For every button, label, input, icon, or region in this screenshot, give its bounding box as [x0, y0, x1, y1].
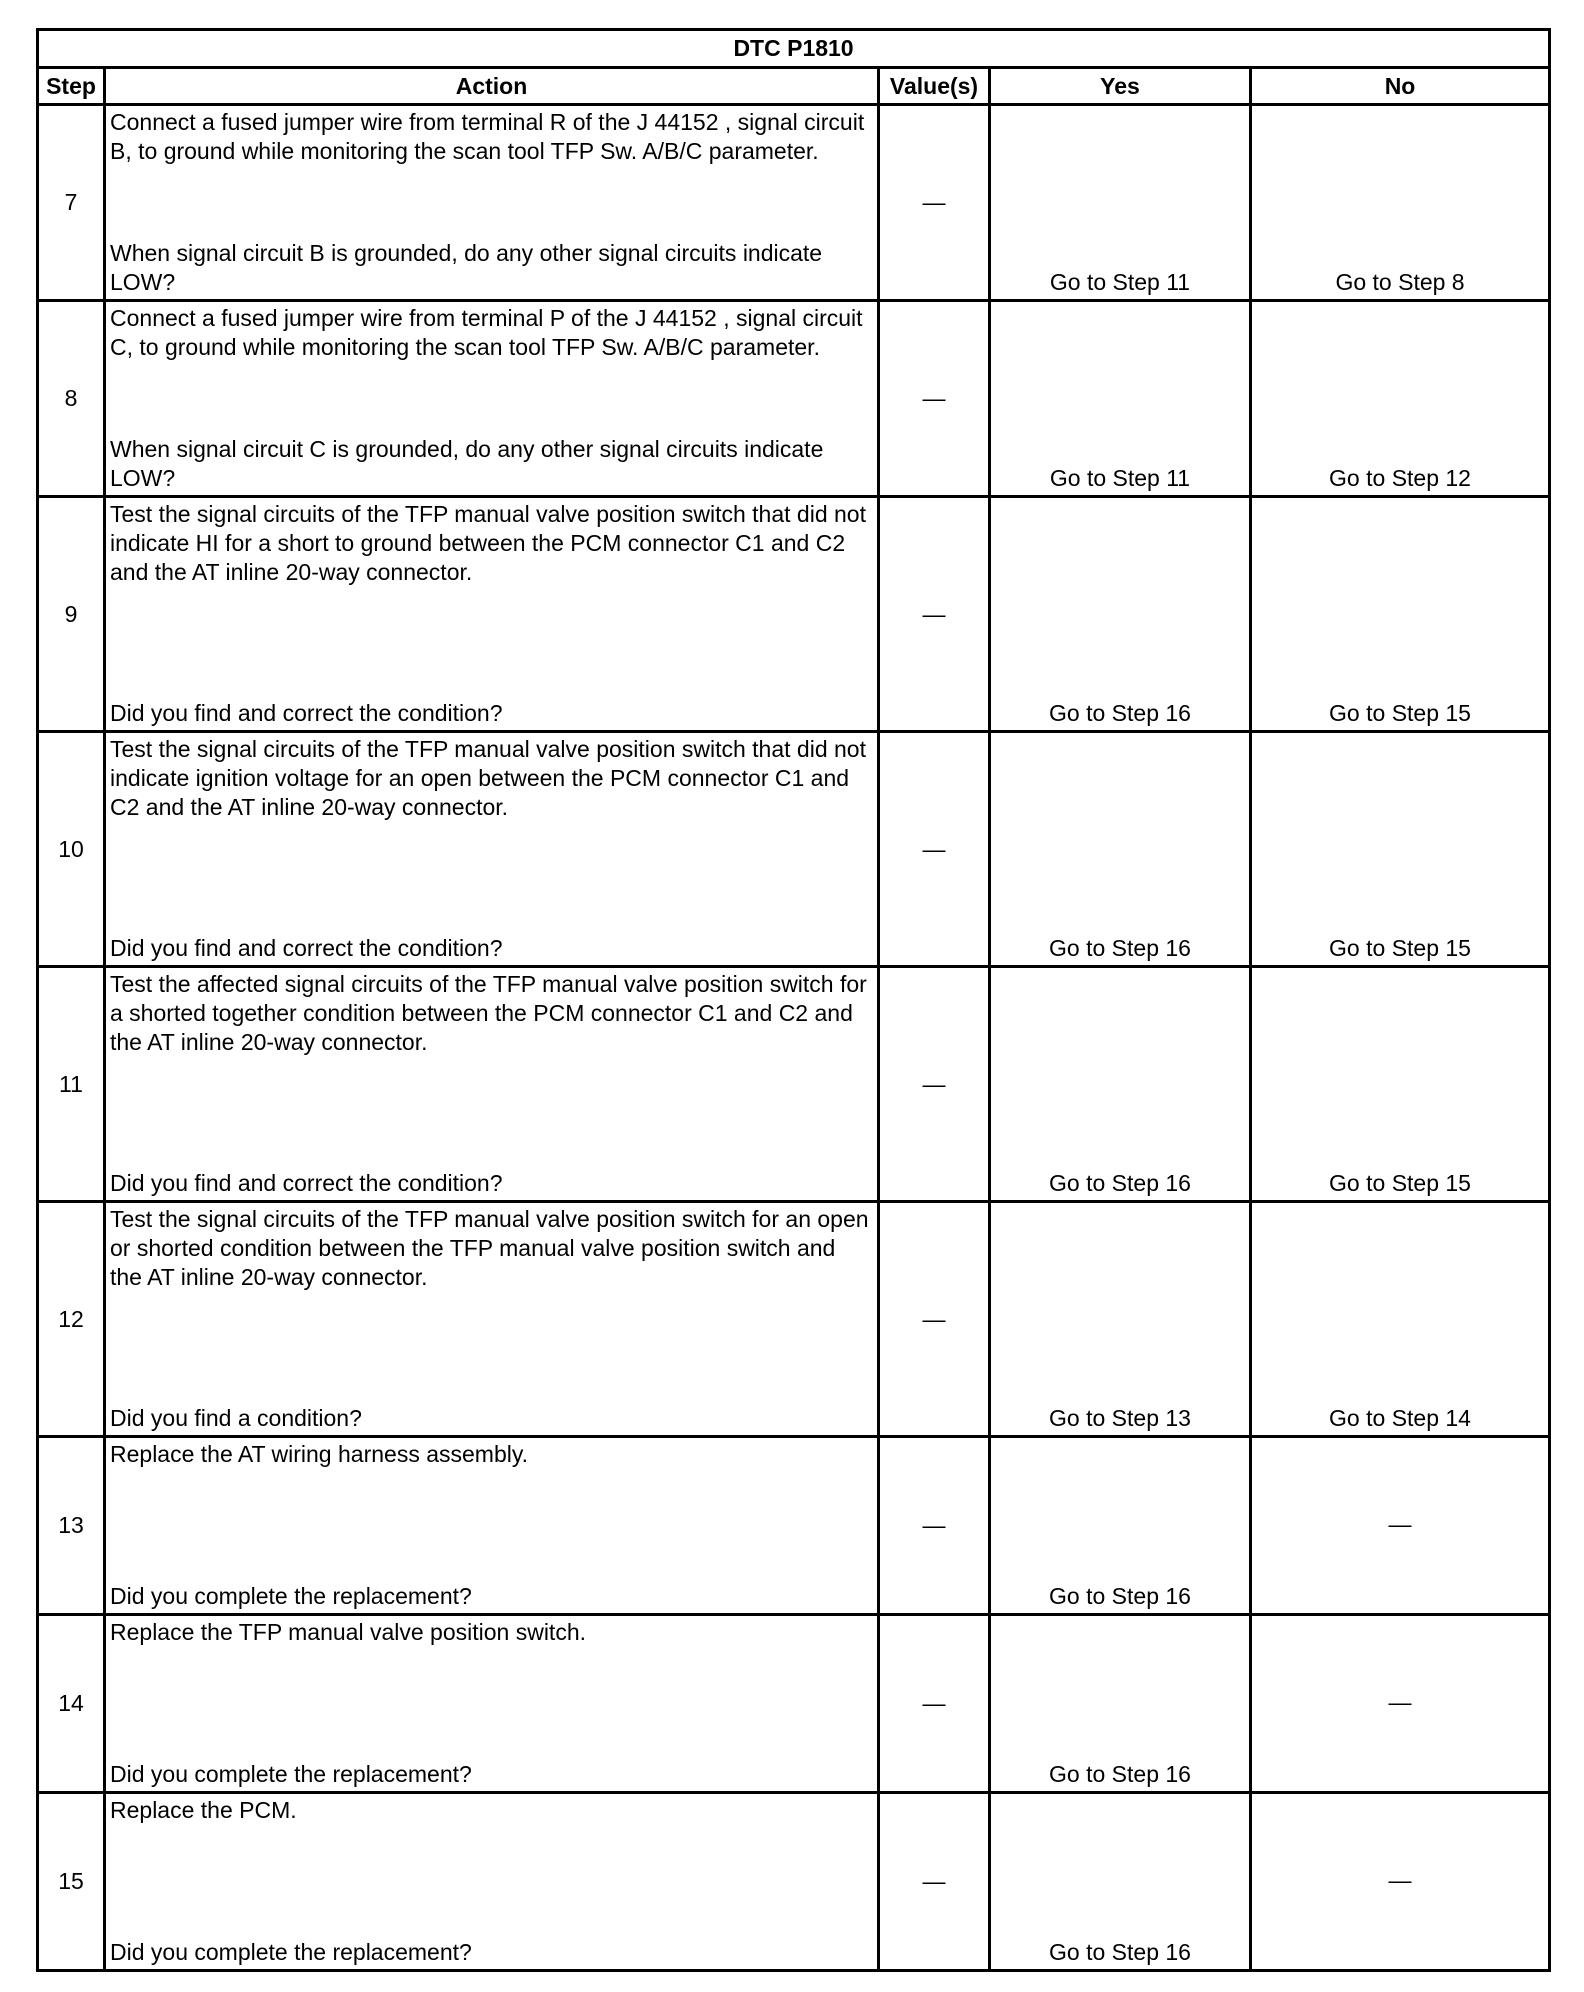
step-number: 10	[38, 732, 105, 967]
action-cell	[105, 1437, 879, 1615]
action-text: Replace the TFP manual valve position switch.	[110, 1619, 587, 1645]
no-cell: —	[1251, 1793, 1550, 1971]
step-number: 9	[38, 497, 105, 732]
yes-cell: Go to Step 16	[990, 732, 1251, 967]
step-number: 13	[38, 1437, 105, 1615]
table-row	[38, 497, 1550, 732]
value-cell: —	[879, 1437, 990, 1615]
yes-cell: Go to Step 16	[990, 1615, 1251, 1793]
action-cell	[105, 1793, 879, 1971]
action-question: When signal circuit C is grounded, do any other signal circuits indicate LOW?	[110, 436, 824, 491]
step-number: 11	[38, 967, 105, 1202]
action-text: Test the signal circuits of the TFP manual valve position switch for an open or shorted condition between the TFP manual valve position switch and the AT inline 20-way connector.	[110, 1206, 869, 1290]
value-cell: —	[879, 105, 990, 301]
action-text: Connect a fused jumper wire from terminal R of the J 44152 , signal circuit B, to ground while monitoring the scan tool TFP Sw. A/B/C parameter.	[110, 109, 865, 164]
action-question: Did you complete the replacement?	[110, 1939, 472, 1965]
table-row	[38, 105, 1550, 301]
step-number: 8	[38, 301, 105, 497]
value-cell: —	[879, 1793, 990, 1971]
action-text: Replace the PCM.	[110, 1797, 297, 1823]
value-cell: —	[879, 967, 990, 1202]
table-row	[38, 301, 1550, 497]
header-step: Step	[38, 68, 105, 105]
action-question: Did you find and correct the condition?	[110, 935, 503, 961]
action-question: Did you find and correct the condition?	[110, 1170, 503, 1196]
value-cell: —	[879, 497, 990, 732]
action-question: Did you find a condition?	[110, 1405, 362, 1431]
header-row	[38, 68, 1550, 105]
table-row	[38, 1202, 1550, 1437]
yes-cell: Go to Step 16	[990, 497, 1251, 732]
header-no: No	[1251, 68, 1550, 105]
no-cell: —	[1251, 1615, 1550, 1793]
action-cell	[105, 497, 879, 732]
action-text: Connect a fused jumper wire from terminal P of the J 44152 , signal circuit C, to ground while monitoring the scan tool TFP Sw. A/B/C parameter.	[110, 305, 863, 360]
table-row	[38, 1793, 1550, 1971]
yes-cell: Go to Step 16	[990, 1793, 1251, 1971]
no-cell: Go to Step 15	[1251, 497, 1550, 732]
value-cell: —	[879, 1202, 990, 1437]
title-row	[38, 30, 1550, 68]
action-question: When signal circuit B is grounded, do any other signal circuits indicate LOW?	[110, 240, 823, 295]
table-title: DTC P1810	[38, 30, 1550, 68]
value-cell: —	[879, 301, 990, 497]
no-cell: Go to Step 8	[1251, 105, 1550, 301]
table-row	[38, 1615, 1550, 1793]
no-cell: Go to Step 14	[1251, 1202, 1550, 1437]
header-values: Value(s)	[879, 68, 990, 105]
action-cell	[105, 1202, 879, 1437]
action-cell	[105, 105, 879, 301]
action-question: Did you complete the replacement?	[110, 1583, 472, 1609]
yes-cell: Go to Step 13	[990, 1202, 1251, 1437]
no-cell: Go to Step 15	[1251, 732, 1550, 967]
yes-cell: Go to Step 16	[990, 967, 1251, 1202]
table-row	[38, 967, 1550, 1202]
value-cell: —	[879, 1615, 990, 1793]
header-yes: Yes	[990, 68, 1251, 105]
step-number: 14	[38, 1615, 105, 1793]
value-cell: —	[879, 732, 990, 967]
yes-cell: Go to Step 11	[990, 105, 1251, 301]
header-action: Action	[105, 68, 879, 105]
yes-cell: Go to Step 16	[990, 1437, 1251, 1615]
action-question: Did you find and correct the condition?	[110, 700, 503, 726]
step-number: 7	[38, 105, 105, 301]
no-cell: —	[1251, 1437, 1550, 1615]
action-cell	[105, 732, 879, 967]
action-text: Test the signal circuits of the TFP manual valve position switch that did not indicate HI for a short to ground between the PCM connector C1 and C2 and the AT inline 20-way connector.	[110, 501, 866, 585]
diagnostic-table	[36, 28, 1551, 1972]
action-text: Replace the AT wiring harness assembly.	[110, 1441, 529, 1467]
no-cell: Go to Step 12	[1251, 301, 1550, 497]
action-question: Did you complete the replacement?	[110, 1761, 472, 1787]
action-text: Test the affected signal circuits of the TFP manual valve position switch for a shorted together condition between the PCM connector C1 and C2 and the AT inline 20-way connector.	[110, 971, 867, 1055]
yes-cell: Go to Step 11	[990, 301, 1251, 497]
table-row	[38, 1437, 1550, 1615]
action-cell	[105, 301, 879, 497]
action-cell	[105, 967, 879, 1202]
action-cell	[105, 1615, 879, 1793]
step-number: 15	[38, 1793, 105, 1971]
step-number: 12	[38, 1202, 105, 1437]
action-text: Test the signal circuits of the TFP manual valve position switch that did not indicate ignition voltage for an open between the PCM connector C1 and C2 and the AT inline 20-way connector.	[110, 736, 866, 820]
no-cell: Go to Step 15	[1251, 967, 1550, 1202]
table-row	[38, 732, 1550, 967]
